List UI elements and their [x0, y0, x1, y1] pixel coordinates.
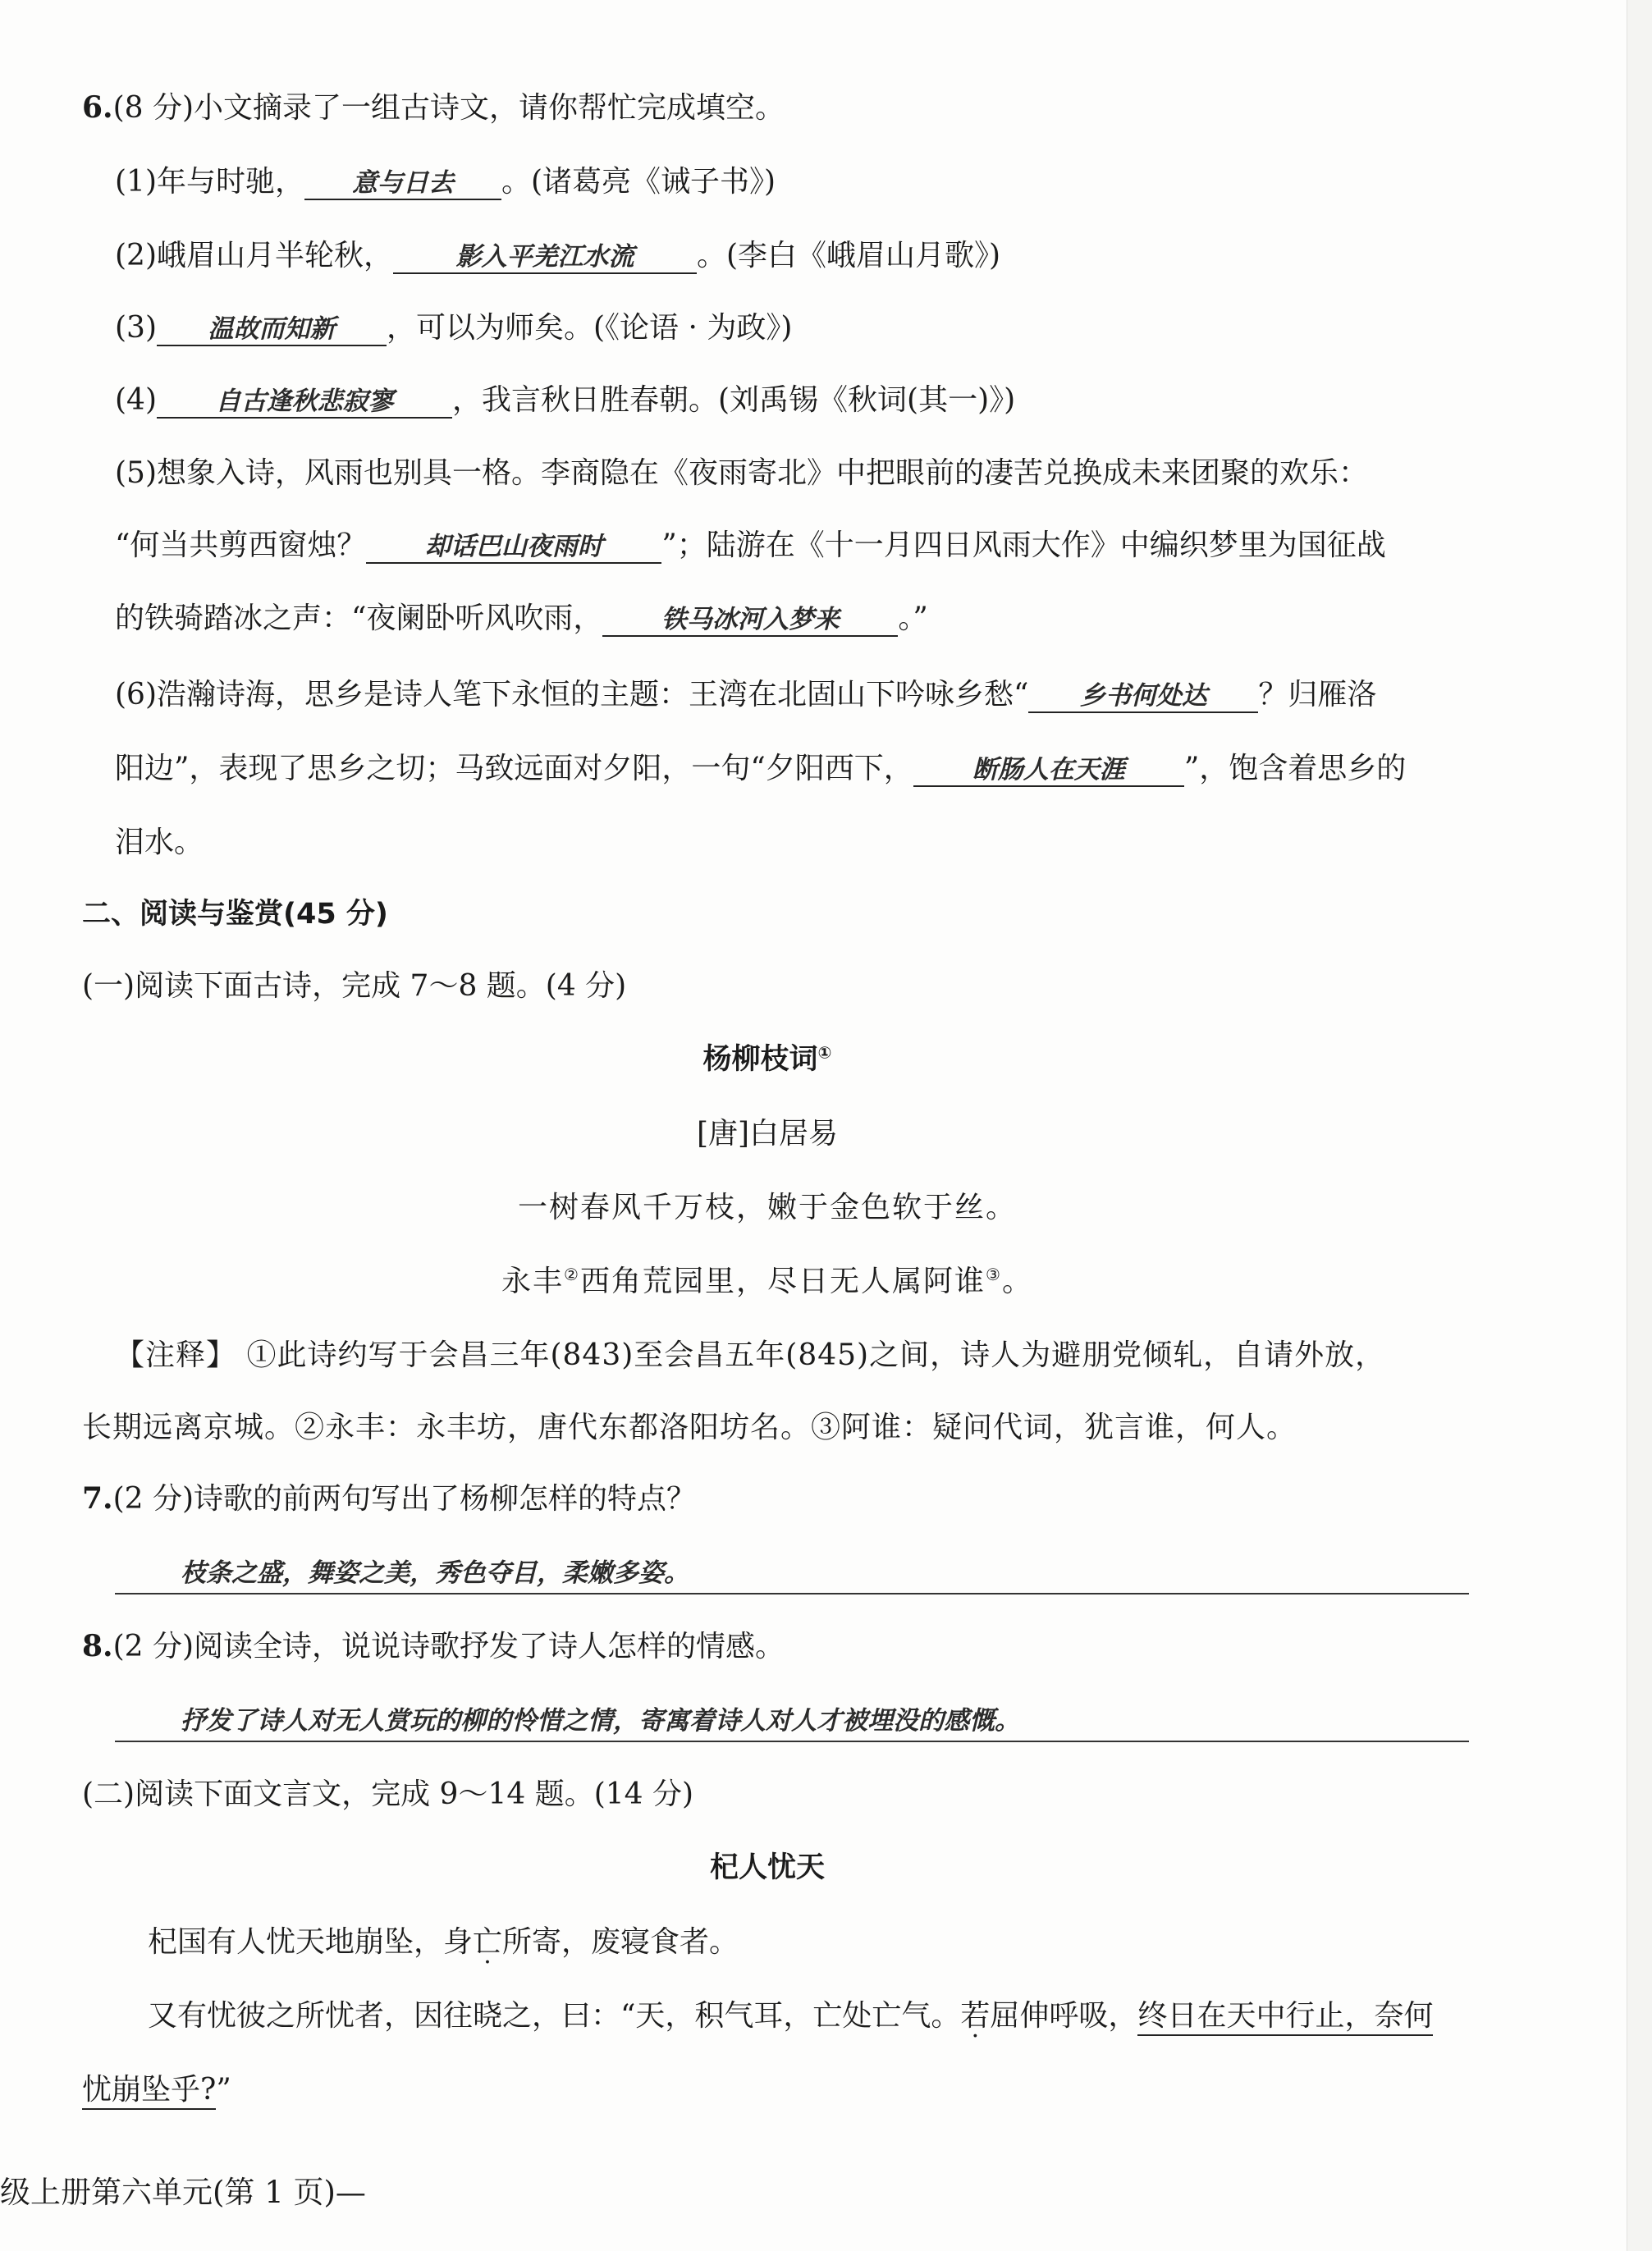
poem-title-footnote: ①	[817, 1042, 832, 1063]
q6-item-6-pre: (6)浩瀚诗海，思乡是诗人笔下永恒的主题：王湾在北固山下吟咏乡愁“	[115, 678, 1029, 711]
q8-number: 8.	[82, 1629, 113, 1663]
q6-item-2-post: 。(李白《峨眉山月歌》)	[697, 239, 1001, 272]
page-edge-shadow	[1627, 0, 1652, 2251]
prose-paragraph-1	[148, 1924, 739, 1960]
q7-number: 7.	[82, 1481, 113, 1516]
q6-item-5-line-1: (5)想象入诗，风雨也别具一格。李商隐在《夜雨寄北》中把眼前的凄苦兑换成未来团聚的欢乐：	[115, 456, 1368, 490]
prose-p1-a: 杞国有人忧天地崩坠，身	[148, 1925, 474, 1959]
q8-stem	[82, 1629, 785, 1664]
q6-item-1-answer: 意与日去	[304, 169, 501, 200]
q6-item-4-post: ，我言秋日胜春朝。(刘禹锡《秋词(其一)》)	[452, 383, 1016, 417]
q6-item-5-pre-2: 的铁骑踏冰之声：“夜阑卧听风吹雨，	[115, 602, 603, 635]
q6-item-5-mid: ”；陆游在《十一月四日风雨大作》中编织梦里为国征战	[661, 528, 1386, 562]
q6-item-6-line-2	[115, 751, 1406, 787]
q7-stem	[82, 1481, 696, 1517]
q6-item-6-line-3: 泪水。	[115, 826, 204, 859]
q6-item-6-answer-2: 断肠人在天涯	[913, 756, 1184, 787]
poem-line-2-c: 。	[1001, 1265, 1033, 1298]
q6-item-5-line-3	[115, 601, 928, 637]
part-2-intro: (二)阅读下面文言文，完成 9～14 题。(14 分)	[82, 1777, 694, 1811]
prose-p3-end: ”	[216, 2073, 231, 2107]
q6-number: 6.	[82, 90, 113, 125]
q6-item-2-answer: 影入平羌江水流	[393, 243, 697, 274]
q6-item-2	[115, 238, 1000, 274]
q6-item-5-pre: “何当共剪西窗烛？	[115, 528, 367, 562]
q6-item-1	[115, 164, 776, 200]
poem-title	[0, 1042, 1535, 1077]
poem-line-2	[0, 1264, 1535, 1299]
q6-item-4-answer: 自古逢秋悲寂寥	[157, 387, 452, 419]
q6-item-5-answer-2: 铁马冰河入梦来	[602, 606, 898, 637]
q7-text: (2 分)诗歌的前两句写出了杨柳怎样的特点？	[112, 1482, 697, 1516]
poem-line-2-b: 西角荒园里，尽日无人属阿谁	[579, 1265, 986, 1298]
prose-paragraph-2-cont	[82, 2072, 231, 2107]
q6-item-5-answer-1: 却话巴山夜雨时	[366, 533, 661, 564]
prose-paragraph-2	[148, 1998, 1433, 2034]
q6-item-5-line-2	[115, 528, 1386, 564]
poem-line-2-a: 永丰	[501, 1265, 565, 1298]
page-footer: 级上册第六单元(第 1 页)—	[0, 2175, 366, 2210]
q6-item-3-pre: (3)	[115, 311, 157, 345]
poem-title-text: 杨柳枝词	[702, 1043, 818, 1076]
q8-text: (2 分)阅读全诗，说说诗歌抒发了诗人怎样的情感。	[112, 1630, 785, 1663]
prose-title: 杞人忧天	[709, 1851, 825, 1884]
note-line-1	[115, 1338, 1385, 1373]
section-2-title: 二、阅读与鉴赏(45 分)	[82, 898, 388, 931]
q6-item-6-mid: ？归雁洛	[1258, 678, 1377, 711]
prose-p2-a: 又有忧彼之所忧者，因往晓之，曰：“天，积气耳，亡处亡气。	[148, 1999, 961, 2033]
q6-item-6-answer-1: 乡书何处达	[1028, 682, 1258, 713]
q7-answer-line: 枝条之盛，舞姿之美，秀色夺目，柔嫩多姿。	[115, 1555, 1469, 1594]
poem-footnote-3: ③	[986, 1265, 1002, 1284]
q6-stem	[82, 90, 785, 126]
part-1-intro: (一)阅读下面古诗，完成 7～8 题。(4 分)	[82, 969, 627, 1003]
q6-item-1-post: 。(诸葛亮《诫子书》)	[501, 165, 776, 199]
poem-line-1: 一树春风千万枝，嫩于金色软于丝。	[517, 1191, 1017, 1224]
q6-stem-text: (8 分)小文摘录了一组古诗文，请你帮忙完成填空。	[112, 91, 785, 125]
q6-item-1-pre: (1)年与时驰，	[115, 165, 304, 199]
poem-footnote-2: ②	[564, 1265, 580, 1284]
note-line-2: 长期远离京城。②永丰：永丰坊，唐代东都洛阳坊名。③阿谁：疑问代词，犹言谁，何人。	[82, 1411, 1297, 1444]
q6-item-6-line-1	[115, 677, 1376, 713]
poem-author: [唐]白居易	[696, 1117, 839, 1151]
q6-item-5-post: 。”	[898, 602, 928, 635]
prose-p2-b: 屈伸呼吸，	[990, 1999, 1138, 2033]
q6-item-3-answer: 温故而知新	[157, 315, 387, 346]
q6-item-2-pre: (2)峨眉山月半轮秋，	[115, 239, 393, 272]
prose-p1-dotted-char: 亡	[473, 1925, 503, 1959]
q8-answer-line: 抒发了诗人对无人赏玩的柳的怜惜之情，寄寓着诗人对人才被埋没的感慨。	[115, 1703, 1469, 1742]
prose-p3-underlined: 忧崩坠乎?	[82, 2073, 216, 2110]
q6-item-6-pre-2: 阳边”，表现了思乡之切；马致远面对夕阳，一句“夕阳西下，	[115, 752, 913, 785]
prose-p1-b: 所寄，废寝食者。	[502, 1925, 739, 1959]
note-text-1: ①此诗约写于会昌三年(843)至会昌五年(845)之间，诗人为避朋党倾轧，自请外放，	[246, 1338, 1386, 1372]
prose-p2-dotted-char: 若	[960, 1999, 991, 2033]
note-label: 【注释】	[115, 1338, 237, 1372]
prose-p2-underlined: 终日在天中行止，奈何	[1137, 1999, 1433, 2036]
q6-item-4	[115, 382, 1015, 419]
q6-item-3-post: ，可以为师矣。(《论语 · 为政》)	[387, 311, 793, 345]
q6-item-6-post: ”，饱含着思乡的	[1183, 752, 1407, 785]
q6-item-4-pre: (4)	[115, 383, 157, 417]
q6-item-3	[115, 310, 792, 346]
